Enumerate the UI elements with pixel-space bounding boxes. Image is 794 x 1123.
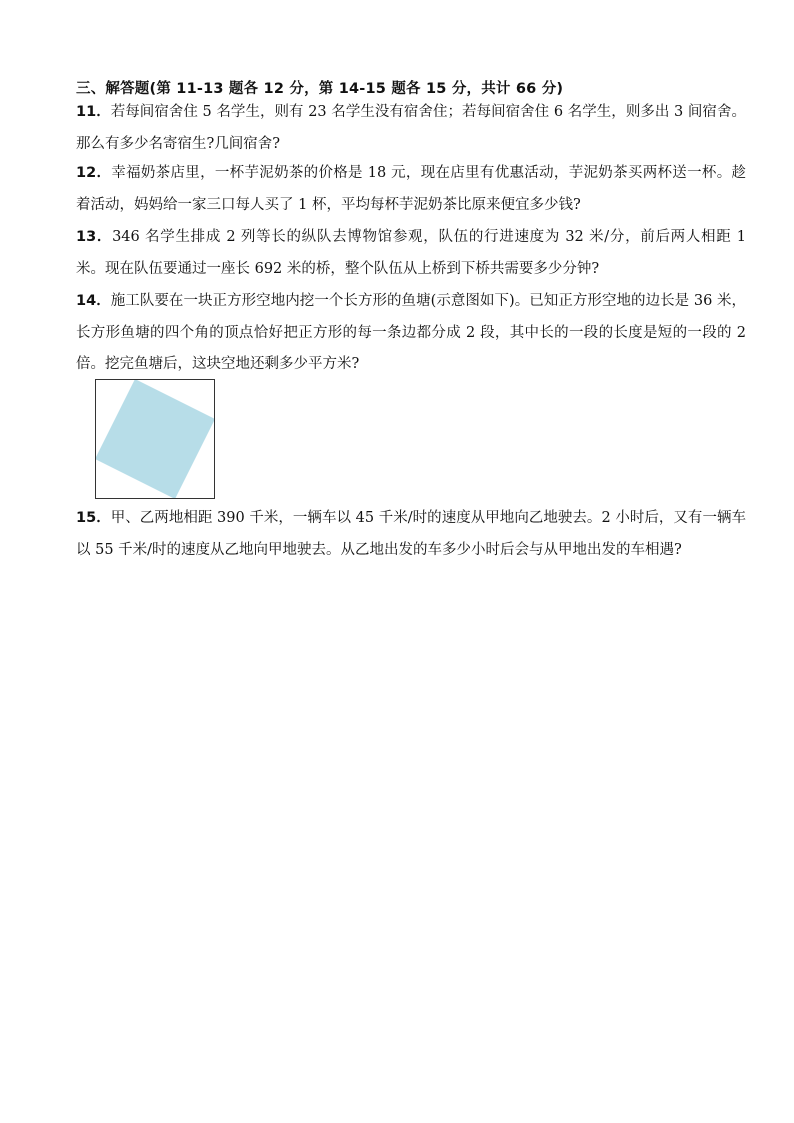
question-12 bbox=[76, 158, 746, 221]
question-number: 13． bbox=[76, 229, 113, 245]
rectangular-pond bbox=[95, 379, 215, 499]
question-text: 346 名学生排成 2 列等长的纵队去博物馆参观，队伍的行进速度为 32 米/分，前后两人相距 1 米。现在队伍要通过一座长 692 米的桥，整个队伍从上桥到下桥共需要多少分钟? bbox=[76, 229, 746, 277]
pond-diagram-svg bbox=[95, 379, 215, 499]
question-number: 11． bbox=[76, 104, 111, 120]
question-15 bbox=[76, 503, 746, 566]
question-number: 12． bbox=[76, 165, 112, 181]
pond-diagram bbox=[95, 379, 215, 499]
section-title: 三、解答题(第 11-13 题各 12 分，第 14-15 题各 15 分，共计 66 分) bbox=[76, 81, 564, 97]
question-13 bbox=[76, 222, 746, 285]
question-number: 15． bbox=[76, 510, 111, 526]
question-text: 若每间宿舍住 5 名学生，则有 23 名学生没有宿舍住；若每间宿舍住 6 名学生，则多出 3 间宿舍。那么有多少名寄宿生?几间宿舍? bbox=[76, 104, 746, 152]
question-text: 甲、乙两地相距 390 千米，一辆车以 45 千米/时的速度从甲地向乙地驶去。2 小时后，又有一辆车以 55 千米/时的速度从乙地向甲地驶去。从乙地出发的车多少小时后会与从甲地出发的车相遇? bbox=[76, 510, 746, 558]
question-text: 施工队要在一块正方形空地内挖一个长方形的鱼塘(示意图如下)。已知正方形空地的边长是 36 米，长方形鱼塘的四个角的顶点恰好把正方形的每一条边都分成 2 段，其中长的一段的长度是短的一段的 2 倍。挖完鱼塘后，这块空地还剩多少平方米? bbox=[76, 293, 746, 372]
question-text: 幸福奶茶店里，一杯芋泥奶茶的价格是 18 元，现在店里有优惠活动，芋泥奶茶买两杯送一杯。趁着活动，妈妈给一家三口每人买了 1 杯，平均每杯芋泥奶茶比原来便宜多少钱? bbox=[76, 165, 746, 213]
question-14 bbox=[76, 286, 746, 381]
question-number: 14． bbox=[76, 293, 111, 309]
question-11 bbox=[76, 97, 746, 160]
